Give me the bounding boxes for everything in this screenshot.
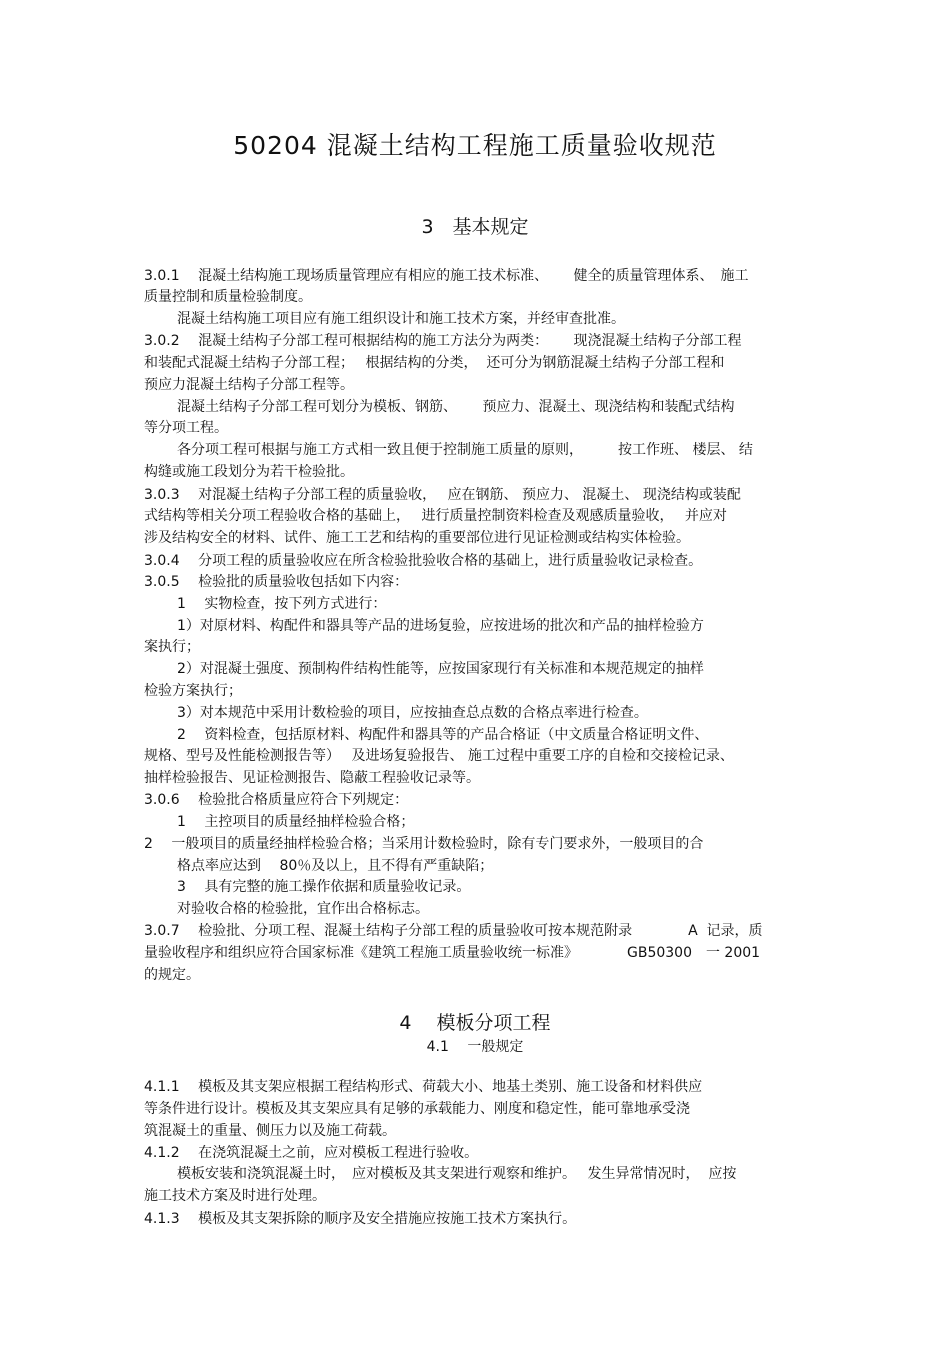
text-line: 3.0.1 混凝土结构施工现场质量管理应有相应的施工技术标准、 健全的质量管理体系、 施工 xyxy=(144,268,749,284)
text-line: 4.1.1 模板及其支架应根据工程结构形式、荷载大小、地基土类别、施工设备和材料供应 xyxy=(144,1079,703,1095)
text-line: 等条件进行设计。模板及其支架应具有足够的承载能力、刚度和稳定性，能可靠地承受浇 xyxy=(144,1101,690,1117)
text-line: 混凝土结构子分部工程可划分为模板、钢筋、 预应力、混凝土、现浇结构和装配式结构 xyxy=(177,399,735,415)
text-line: 预应力混凝土结构子分部工程等。 xyxy=(144,377,354,393)
text-line: 筑混凝土的重量、侧压力以及施工荷载。 xyxy=(144,1123,396,1139)
text-line: 检验方案执行； xyxy=(144,683,242,699)
text-line: 质量控制和质量检验制度。 xyxy=(144,289,312,305)
text-line: 量验收程序和组织应符合国家标准《建筑工程施工质量验收统一标准》 GB50300 一 2001 xyxy=(144,945,761,961)
text-line: 4.1.2 在浇筑混凝土之前，应对模板工程进行验收。 xyxy=(144,1145,479,1161)
text-line: 混凝土结构施工项目应有施工组织设计和施工技术方案，并经审查批准。 xyxy=(177,311,625,327)
section-4-1-heading: 4.1 一般规定 xyxy=(426,1039,524,1055)
text-line: 涉及结构安全的材料、试件、施工工艺和结构的重要部位进行见证检测或结构实体检验。 xyxy=(144,530,690,546)
chapter-4-heading: 4 模板分项工程 xyxy=(399,1012,551,1034)
text-line: 模板安装和浇筑混凝土时， 应对模板及其支架进行观察和维护。 发生异常情况时， 应按 xyxy=(177,1166,737,1182)
text-line: 4.1.3 模板及其支架拆除的顺序及安全措施应按施工技术方案执行。 xyxy=(144,1211,577,1227)
text-line: 1 主控项目的质量经抽样检验合格； xyxy=(177,814,415,830)
text-line: 2 资料检查，包括原材料、构配件和器具等的产品合格证（中文质量合格证明文件、 xyxy=(177,727,709,743)
text-line: 2）对混凝土强度、预制构件结构性能等，应按国家现行有关标准和本规范规定的抽样 xyxy=(177,661,704,677)
text-line: 3.0.5 检验批的质量验收包括如下内容： xyxy=(144,574,409,590)
text-line: 3.0.2 混凝土结构子分部工程可根据结构的施工方法分为两类： 现浇混凝土结构子分部工程 xyxy=(144,333,742,349)
text-line: 3）对本规范中采用计数检验的项目，应按抽查总点数的合格点率进行检查。 xyxy=(177,705,648,721)
text-line: 等分项工程。 xyxy=(144,420,228,436)
text-line: 3.0.7 检验批、分项工程、混凝土结构子分部工程的质量验收可按本规范附录 A 记录，质 xyxy=(144,923,763,939)
text-line: 3.0.6 检验批合格质量应符合下列规定： xyxy=(144,792,409,808)
text-line: 3 具有完整的施工操作依据和质量验收记录。 xyxy=(177,879,471,895)
text-line: 式结构等相关分项工程验收合格的基础上， 进行质量控制资料检查及观感质量验收， 并应对 xyxy=(144,508,727,524)
text-line: 格点率应达到 80％及以上，且不得有严重缺陷； xyxy=(177,858,494,874)
chapter-3-heading: 3 基本规定 xyxy=(421,216,529,238)
text-line: 抽样检验报告、见证检测报告、隐蔽工程验收记录等。 xyxy=(144,770,480,786)
text-line: 和装配式混凝土结构子分部工程； 根据结构的分类， 还可分为钢筋混凝土结构子分部工程和 xyxy=(144,355,725,371)
text-line: 各分项工程可根据与施工方式相一致且便于控制施工质量的原则， 按工作班、 楼层、 结 xyxy=(177,442,753,458)
text-line: 案执行； xyxy=(144,639,200,655)
text-line: 3.0.4 分项工程的质量验收应在所含检验批验收合格的基础上，进行质量验收记录检查。 xyxy=(144,553,703,569)
text-line: 2 一般项目的质量经抽样检验合格；当采用计数检验时，除有专门要求外，一般项目的合 xyxy=(144,836,704,852)
text-line: 构缝或施工段划分为若干检验批。 xyxy=(144,464,354,480)
text-line: 1 实物检查，按下列方式进行： xyxy=(177,596,387,612)
document-title: 50204 混凝土结构工程施工质量验收规范 xyxy=(233,131,717,160)
text-line: 施工技术方案及时进行处理。 xyxy=(144,1188,326,1204)
text-line: 1）对原材料、构配件和器具等产品的进场复验，应按进场的批次和产品的抽样检验方 xyxy=(177,618,704,634)
text-line: 规格、型号及性能检测报告等） 及进场复验报告、 施工过程中重要工序的自检和交接检记录、 xyxy=(144,748,734,764)
text-line: 的规定。 xyxy=(144,967,200,983)
text-line: 对验收合格的检验批，宜作出合格标志。 xyxy=(177,901,429,917)
text-line: 3.0.3 对混凝土结构子分部工程的质量验收， 应在钢筋、 预应力、 混凝土、 现浇结构或装配 xyxy=(144,487,741,503)
